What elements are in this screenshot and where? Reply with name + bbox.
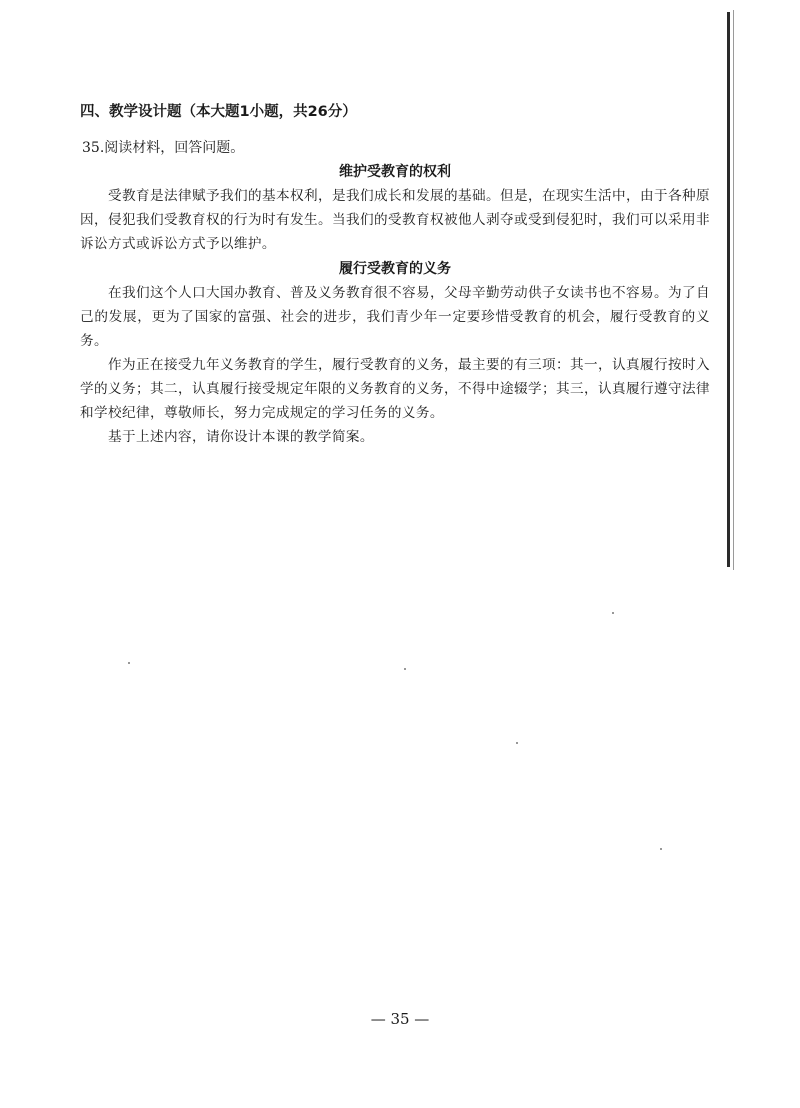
scan-speck — [660, 848, 662, 850]
page-number: — 35 — — [370, 1010, 430, 1028]
exam-content — [80, 100, 710, 449]
scan-speck — [404, 668, 406, 670]
material-title-obligations: 履行受教育的义务 — [339, 261, 451, 277]
section-heading: 四、教学设计题（本大题1小题，共26分） — [80, 104, 357, 120]
scan-speck — [516, 742, 518, 744]
scan-speck — [612, 612, 614, 614]
scan-speck — [128, 662, 130, 664]
material-paragraph: 作为正在接受九年义务教育的学生，履行受教育的义务，最主要的有三项：其一，认真履行按时入学的义务；其二，认真履行接受规定年限的义务教育的义务，不得中途辍学；其三，认真履行遵守法律和学校纪律，尊敬师长，努力完成规定的学习任务的义务。 — [80, 357, 710, 421]
material-title-rights: 维护受教育的权利 — [339, 164, 451, 180]
page-edge-line — [727, 12, 730, 567]
material-paragraph: 受教育是法律赋予我们的基本权利，是我们成长和发展的基础。但是，在现实生活中，由于各种原因，侵犯我们受教育权的行为时有发生。当我们的受教育权被他人剥夺或受到侵犯时，我们可以采用非诉讼方式或诉讼方式予以维护。 — [80, 188, 710, 252]
question-instruction: 基于上述内容，请你设计本课的教学简案。 — [108, 429, 374, 445]
material-paragraph: 在我们这个人口大国办教育、普及义务教育很不容易，父母辛勤劳动供子女读书也不容易。为了自己的发展，更为了国家的富强、社会的进步，我们青少年一定要珍惜受教育的机会，履行受教育的义务。 — [80, 285, 710, 349]
question-stem: 35.阅读材料，回答问题。 — [82, 140, 245, 156]
page-edge-line-shadow — [733, 10, 734, 570]
